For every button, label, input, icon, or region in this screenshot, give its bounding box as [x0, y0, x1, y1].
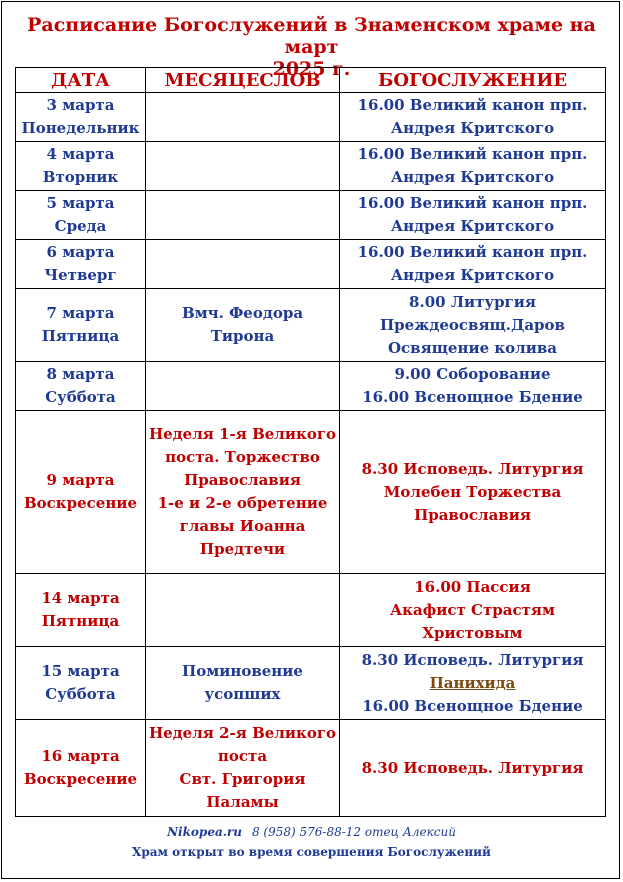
calendar-cell [146, 191, 340, 240]
date-day: 9 марта [46, 471, 115, 489]
calendar-line: главы Иоанна [179, 517, 306, 535]
calendar-line: Неделя 1-я Великого [148, 425, 337, 443]
service-cell [340, 647, 606, 720]
calendar-line: Неделя 2-я Великого [148, 724, 337, 742]
calendar-cell [146, 93, 340, 142]
date-day: 16 марта [41, 747, 120, 765]
calendar-line: Свт. Григория [179, 770, 306, 788]
site-name: Nikopea.ru [167, 825, 242, 839]
service-line: 8.30 Исповедь. Литургия [361, 459, 584, 478]
calendar-cell [146, 720, 340, 817]
date-day: 3 марта [46, 96, 115, 114]
calendar-line: Вмч. Феодора Тирона [181, 304, 304, 345]
date-day: 7 марта [46, 304, 115, 322]
title-line-2: 2025 г. [272, 58, 351, 80]
service-line: 8.30 Исповедь. Литургия [361, 650, 584, 669]
schedule-table [15, 67, 606, 817]
date-day: 5 марта [46, 194, 115, 212]
date-cell [16, 93, 146, 142]
calendar-line: Поминовение усопших [182, 662, 303, 703]
date-weekday: Суббота [45, 388, 116, 406]
date-weekday: Понедельник [21, 119, 140, 137]
calendar-line: 1-е и 2-е обретение [157, 494, 328, 512]
service-cell [340, 411, 606, 574]
service-line: Андрея Критского [390, 119, 555, 137]
service-cell [340, 720, 606, 817]
service-line: 16.00 Великий канон прп. [357, 96, 588, 114]
footer [2, 822, 621, 862]
service-line: 16.00 Великий канон прп. [357, 194, 588, 212]
calendar-line: Паламы [206, 793, 279, 811]
date-weekday: Пятница [41, 327, 120, 345]
service-line: 16.00 Всенощное Бдение [362, 696, 583, 715]
service-line: Преждеосвящ.Даров [380, 315, 565, 334]
date-day: 14 марта [41, 589, 120, 607]
header-service: БОГОСЛУЖЕНИЕ [340, 68, 606, 93]
table-row [16, 142, 606, 191]
service-cell [340, 142, 606, 191]
footer-note: Храм открыт во время совершения Богослужений [132, 845, 491, 859]
service-line: 16.00 Всенощное Бдение [362, 388, 583, 406]
date-cell [16, 289, 146, 362]
date-weekday: Пятница [41, 612, 120, 630]
date-cell [16, 191, 146, 240]
service-cell [340, 289, 606, 362]
header-date: ДАТА [16, 68, 146, 93]
service-line: 16.00 Пассия [414, 577, 531, 596]
service-line: Акафист Страстям [389, 600, 556, 619]
calendar-cell [146, 142, 340, 191]
service-cell [340, 574, 606, 647]
title-line-1: Расписание Богослужений в Знаменском храме на март [27, 14, 596, 58]
table-row [16, 240, 606, 289]
service-line: 8.00 Литургия [409, 292, 536, 311]
date-cell [16, 240, 146, 289]
service-line: 8.30 Исповедь. Литургия [361, 758, 584, 777]
header-calendar: МЕСЯЦЕСЛОВ [146, 68, 340, 93]
service-line: 9.00 Соборование [394, 365, 551, 383]
calendar-cell [146, 647, 340, 720]
date-cell [16, 574, 146, 647]
service-cell [340, 93, 606, 142]
date-cell [16, 362, 146, 411]
service-line: Освящение колива [387, 338, 558, 357]
calendar-cell [146, 574, 340, 647]
service-line: Молебен Торжества [383, 482, 562, 501]
schedule-page [1, 1, 620, 879]
table-row [16, 289, 606, 362]
calendar-cell [146, 289, 340, 362]
panikhida-link: Панихида [429, 673, 516, 692]
calendar-cell [146, 240, 340, 289]
table-row [16, 574, 606, 647]
table-row [16, 411, 606, 574]
date-weekday: Среда [54, 217, 107, 235]
calendar-cell [146, 362, 340, 411]
date-weekday: Четверг [44, 266, 117, 284]
service-line: Андрея Критского [390, 168, 555, 186]
date-day: 8 марта [46, 365, 115, 383]
date-cell [16, 647, 146, 720]
service-cell [340, 362, 606, 411]
calendar-line: поста [217, 747, 268, 765]
table-row [16, 720, 606, 817]
date-weekday: Воскресение [23, 770, 137, 788]
service-line: 16.00 Великий канон прп. [357, 145, 588, 163]
service-line: Христовым [422, 623, 523, 642]
table-row [16, 93, 606, 142]
service-line: 16.00 Великий канон прп. [357, 243, 588, 261]
calendar-line: поста. Торжество [165, 448, 320, 466]
service-line: Православия [414, 505, 531, 524]
service-line: Андрея Критского [390, 266, 555, 284]
date-cell [16, 720, 146, 817]
date-cell [16, 142, 146, 191]
service-line: Андрея Критского [390, 217, 555, 235]
header-row [16, 68, 606, 93]
table-row [16, 191, 606, 240]
calendar-line: Православия [184, 471, 301, 489]
table-row [16, 362, 606, 411]
date-cell [16, 411, 146, 574]
service-cell [340, 191, 606, 240]
date-weekday: Вторник [42, 168, 119, 186]
date-day: 6 марта [46, 243, 115, 261]
date-weekday: Суббота [45, 685, 116, 703]
service-cell [340, 240, 606, 289]
date-day: 15 марта [41, 662, 120, 680]
calendar-cell [146, 411, 340, 574]
contact-phone: 8 (958) 576-88-12 отец Алексий [251, 825, 456, 839]
footer-contact [2, 822, 621, 842]
table-row [16, 647, 606, 720]
calendar-line: Предтечи [199, 540, 286, 558]
date-weekday: Воскресение [23, 494, 137, 512]
date-day: 4 марта [46, 145, 115, 163]
